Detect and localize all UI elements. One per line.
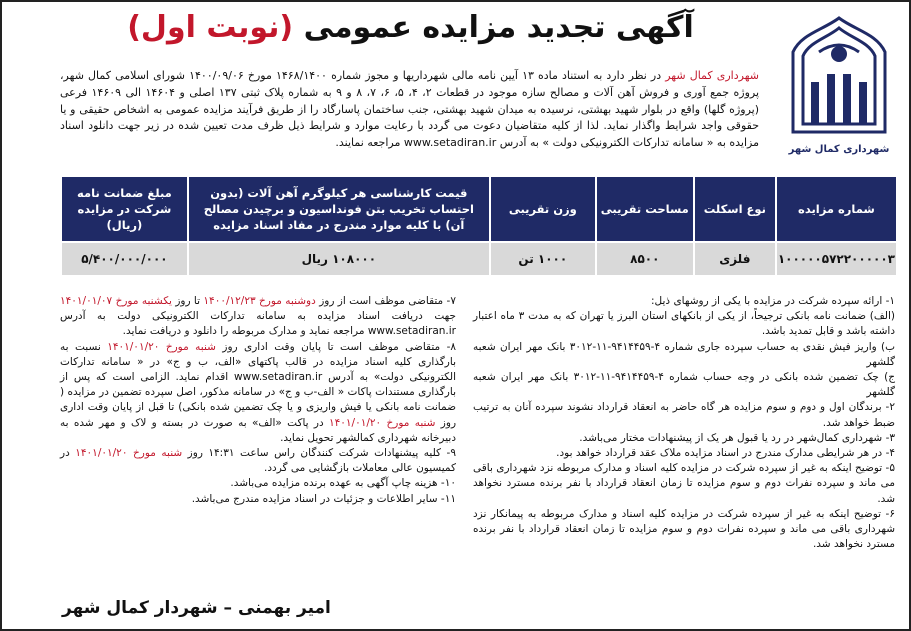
title-main: آگهی تجدید مزایده عمومی [303,10,694,45]
condition-7-date-start: دوشنبه مورخ ۱۴۰۰/۱۲/۲۳ [203,295,316,307]
intro-text: در نظر دارد به استناد ماده ۱۳ آیین نامه مالی شهرداریها و مجوز شماره ۱۴۶۸/۱۴۰۰ مورخ ۱۴۰۰/۰۹/۰۶ شورای اسلامی کمال شهر، پروژه جمع آوری و فروش آهن آلات و مصالح سازه موجود در قطعات ۲، ۴، ۵، ۶، ۷، ۸ و ۹ به شماره پلاک ثبتی ۱۳۷ اصلی و ۱۴۶۰۴ الی ۱۴۶۰۹ فرعی (پروژه گلها) واقع در بلوار شهید بهشتی، نرسیده به میدان شهید بهشتی، جنب ساختمان پاسارگاد را از طریق فرآیند مزایده عمومی به اشخاص حقیقی و یا حقوقی واجد شرایط واگذار نماید. لذا از کلیه متقاضیان دعوت می گردد با رعایت موارد و شرایط ذیل ظرف مدت تعیین شده در زیر جهت دانلود اسناد مزایده به « سامانه تدارکات الکترونیکی دولت » به آدرس www.setadiran.ir مراجعه نمایند. [60,69,760,150]
condition-8-text-b: نسبت به بارگذاری کلیه اسناد مزایده در قالب پاکتهای «الف، ب و ج» در « سامانه تدارکات الکترونیکی دولت» به آدرس www.setadiran.ir اقدام نماید. الزامی است که پس از بارگذاری مستندات پاکات « الف-ب و ج» در سامانه مذکور، اصل سپرده تضمین در مزایده ( ضمانت نامه بانکی یا فیش واریزی و یا چک تضمین شده بانکی) تا قبل از پایان وقت اداری روز [60,340,457,429]
condition-5: ۵- توضیح اینکه به غیر از سپرده شرکت در مزایده کلیه اسناد و مدارک مربوطه نزد شهرداری باقی می ماند و سپرده نفرات دوم و سوم مزایده تا زمان انعقاد قرارداد با نفر برنده مسترد نخواهد شد. [473,462,895,505]
condition-8-date: شنبه مورخ ۱۴۰۱/۰۱/۲۰ [107,340,216,353]
condition-9 [60,446,456,476]
condition-1c: ج) چک تضمین شده بانکی در وجه حساب شماره ۴-۹۴۱۴۴۵۹-۱۱-۳۰۱۲ بانک مهر ایران شعبه گلشهر [473,371,896,399]
condition-10: ۱۰- هزینه چاپ آگهی به عهده برنده مزایده می‌باشد. [230,477,456,490]
condition-3: ۳- شهرداری کمال‌شهر در رد یا قبول هر یک از پیشنهادات مختار می‌باشد. [579,431,895,444]
condition-1: ۱- ارائه سپرده شرکت در مزایده با یکی از روشهای ذیل: [651,295,895,307]
condition-4: ۴- در هر شرایطی مدارک مندرج در اسناد مزایده ملاک عقد قرارداد خواهد بود. [556,447,895,460]
condition-7-text-c: جهت دریافت اسناد مزایده به سامانه تدارکات الکترونیکی دولت به آدرس www.setadiran.ir مراجعه نماید و مدارک مربوطه را دانلود و دریافت نماید. [60,310,456,338]
condition-1a: (الف) ضمانت نامه بانکی ترجیحاً، از یکی از بانکهای استان البرز یا تهران که به مدت ۳ ماه اعتبار داشته باشد و قابل تمدید باشد. [473,310,895,338]
th-weight: وزن تقریبی [491,177,595,241]
condition-8-date-2: شنبه مورخ ۱۴۰۱/۰۱/۲۰ [328,416,436,429]
table-header-row [62,177,896,241]
conditions-right-column [473,294,895,552]
th-guarantee-amount: مبلغ ضمانت نامه شرکت در مزایده (ریال) [62,177,187,241]
th-auction-number: شماره مزایده [777,177,896,241]
condition-7-text-b: تا روز [175,295,201,307]
th-expert-price: قیمت کارشناسی هر کیلوگرم آهن آلات (بدون احتساب تخریب بتن فونداسیون و برچیدن مصالح آن) با کلیه موارد مندرج در مفاد اسناد مزایده [189,177,489,241]
title-round: (نوبت اول) [127,10,294,45]
td-guarantee-amount: ۵/۴۰۰/۰۰۰/۰۰۰ [62,243,187,275]
condition-6: ۶- توضیح اینکه به غیر از سپرده شرکت در مزایده کلیه اسناد و مدارک مربوطه به پیمانکار نزد شهرداری باقی می ماند و سپرده نفرات دوم و سوم مزایده تا زمان انعقاد قرارداد با نفر برنده مسترد نخواهد شد. [473,507,895,551]
intro-org: شهرداری کمال شهر [665,69,759,82]
auction-table [60,175,898,277]
condition-8 [60,340,456,446]
condition-7-text-a: ۷- متقاضی موظف است از روز [319,295,456,307]
condition-9-text-a: ۹- کلیه پیشنهادات شرکت کنندگان راس ساعت ۱۴:۳۱ روز [187,447,456,460]
condition-7-date-end: یکشنبه مورخ ۱۴۰۱/۰۱/۰۷ [60,295,172,307]
intro-paragraph [60,68,759,152]
condition-9-text-b: در کمیسیون عالی معاملات بازگشایی می گردد. [60,447,456,475]
condition-8-text-c: در پاکت «الف» به صورت در بسته و لاک و مهر شده به دبیرخانه شهرداری کمالشهر تحویل نماید. [60,416,456,444]
td-skeleton-type: فلزی [695,243,775,275]
condition-7 [60,294,456,340]
page-title [62,8,759,48]
logo-caption: شهرداری کمال شهر [788,144,890,155]
th-area: مساحت تقریبی [597,177,693,241]
condition-11: ۱۱- سایر اطلاعات و جزئیات در اسناد مزایده مندرج می‌باشد. [191,492,456,505]
th-skeleton-type: نوع اسکلت [695,177,775,241]
signature: امیر بهمنی – شهردار کمال شهر [62,598,331,618]
conditions-left-column [60,294,456,507]
table-row [62,243,896,275]
td-expert-price: ۱۰۸۰۰۰ ریال [189,243,489,275]
condition-9-date: شنبه مورخ ۱۴۰۱/۰۱/۲۰ [75,447,183,460]
td-auction-number: ۱۰۰۰۰۰۵۷۲۲۰۰۰۰۰۳ [777,243,896,275]
municipality-logo-icon [785,12,893,162]
td-area: ۸۵۰۰ [597,243,693,275]
td-weight: ۱۰۰۰ تن [491,243,595,275]
condition-1b: ب) واریز فیش نقدی به حساب سپرده جاری شماره ۴-۹۴۱۴۴۵۹-۱۱-۳۰۱۲ بانک مهر ایران شعبه گلشهر [473,340,895,368]
condition-8-text-a: ۸- متقاضی موظف است تا پایان وقت اداری روز [222,340,457,353]
condition-2: ۲- برندگان اول و دوم و سوم مزایده هر گاه حاضر به انعقاد قرارداد نشوند سپرده آنان به ترتیب ضبط خواهد شد. [473,401,895,429]
